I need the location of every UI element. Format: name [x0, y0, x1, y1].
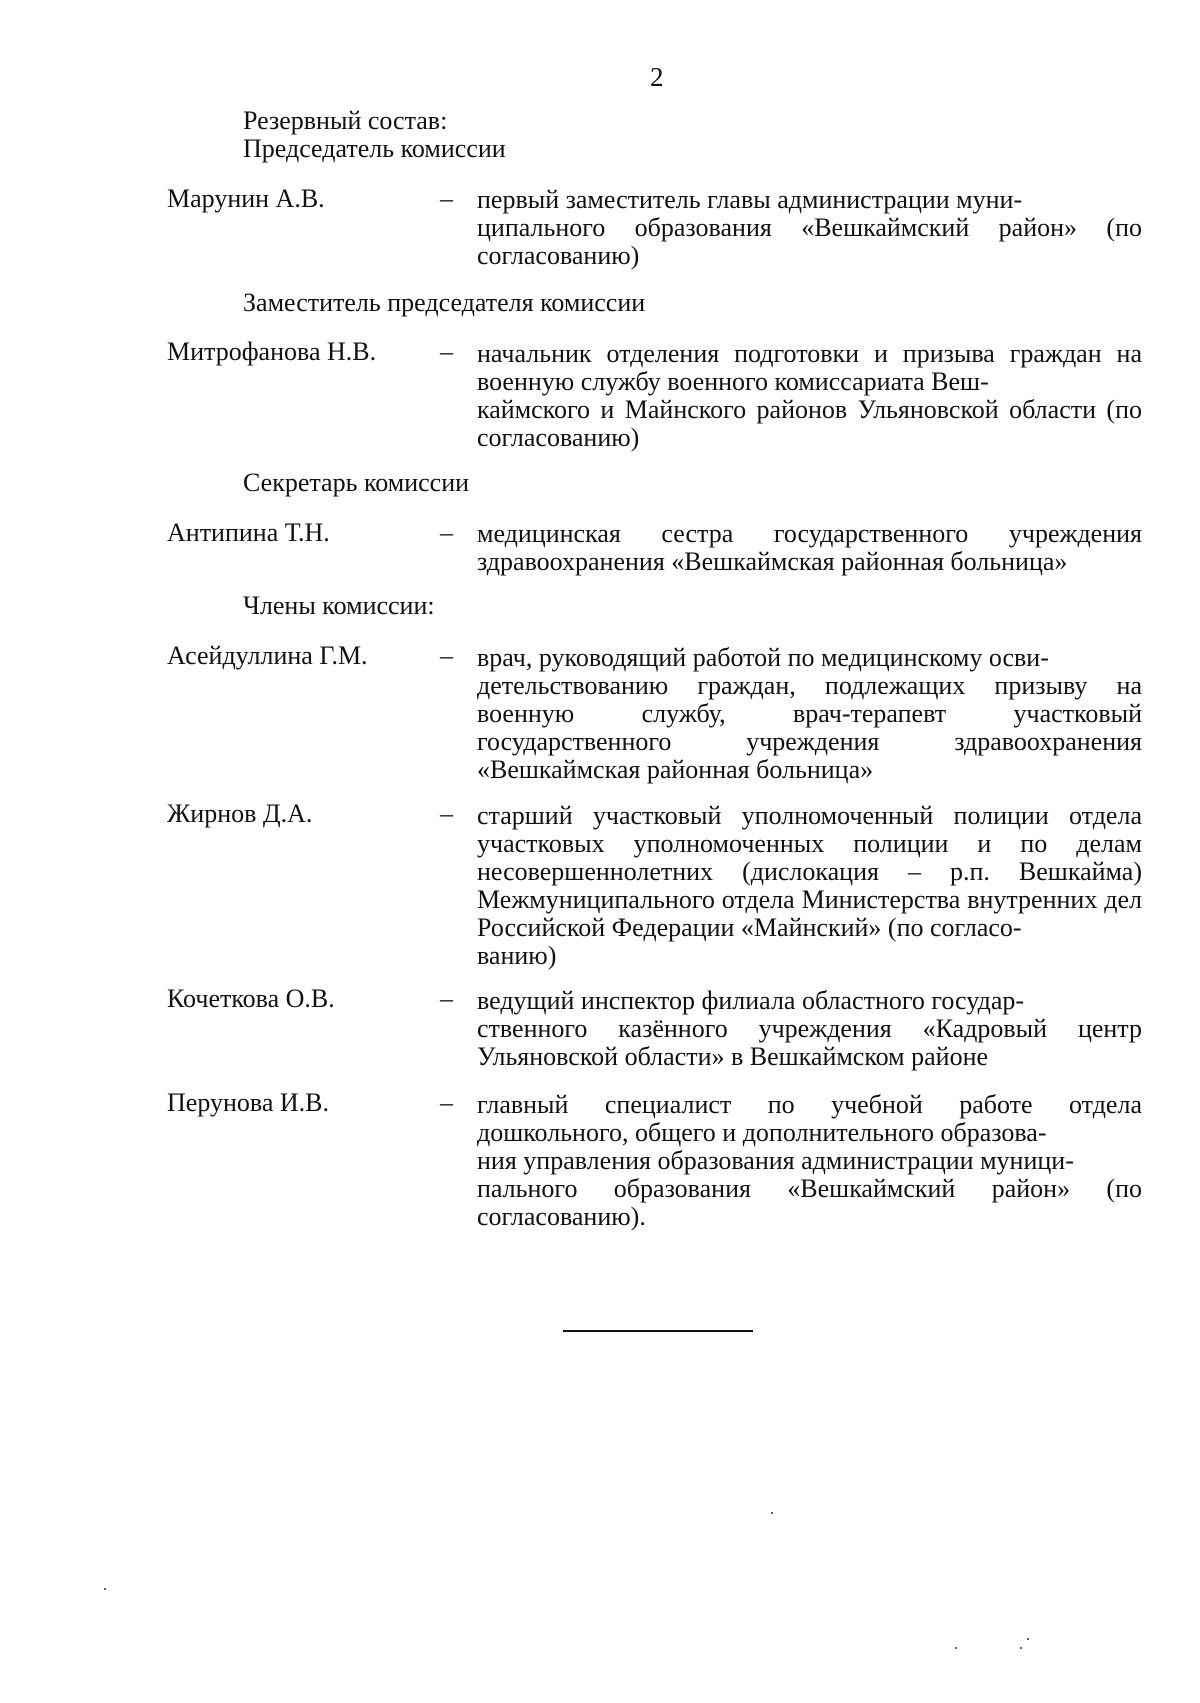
member-name: Кочеткова О.В. [167, 984, 335, 1013]
dash: – [440, 518, 453, 547]
member-name: Асейдуллина Г.М. [167, 641, 368, 670]
members-heading: Члены комиссии: [243, 591, 435, 620]
member-name: Перунова И.В. [167, 1088, 329, 1117]
member-description: главный специалист по учебной работе отдела дошкольного, общего и дополнительного образова- ния управления образования администрации муници- пального образования «Вешкаймский район» (по согласованию). [477, 1090, 1142, 1231]
member-name: Марунин А.В. [167, 184, 325, 213]
scan-speck [1027, 1638, 1029, 1640]
dash: – [440, 337, 453, 366]
member-name: Жирнов Д.А. [167, 799, 313, 828]
member-description: начальник отделения подготовки и призыва граждан на военную службу военного комиссариата Веш- каймского и Майнского районов Ульяновской области (по согласованию) [477, 339, 1142, 452]
member-description: врач, руководящий работой по медицинскому осви- детельствованию граждан, подлежащих призыву на военную службу, врач-терапевт участковый государственного учреждения здравоохранения «Вешкаймская районная больница» [477, 643, 1142, 784]
scan-speck [771, 1512, 773, 1514]
member-description: первый заместитель главы администрации муни- ципального образования «Вешкаймский район» (по согласованию) [477, 185, 1142, 270]
scan-speck [1020, 1647, 1022, 1649]
scan-speck [955, 1647, 957, 1649]
scan-speck [104, 1588, 106, 1590]
closing-rule [563, 1330, 753, 1332]
dash: – [440, 799, 453, 828]
member-name: Митрофанова Н.В. [167, 337, 377, 366]
member-description: старший участковый уполномоченный полиции отдела участковых уполномоченных полиции и по делам несовершеннолетних (дислокация – р.п. Вешкайма) Межмуниципального отдела Министерства внутренних дел Российской Федерации «Майнский» (по согласо- ванию) [477, 801, 1142, 970]
member-description: медицинская сестра государственного учреждения здравоохранения «Вешкаймская районная больница» [477, 519, 1142, 576]
chairman-heading: Председатель комиссии [243, 134, 506, 163]
dash: – [440, 984, 453, 1013]
deputy-heading: Заместитель председателя комиссии [243, 288, 646, 317]
secretary-heading: Секретарь комиссии [243, 468, 470, 497]
page-number: 2 [650, 62, 664, 92]
dash: – [440, 1088, 453, 1117]
member-description: ведущий инспектор филиала областного государ- ственного казённого учреждения «Кадровый центр Ульяновской области» в Вешкаймском районе [477, 986, 1142, 1071]
dash: – [440, 184, 453, 213]
dash: – [440, 641, 453, 670]
member-name: Антипина Т.Н. [167, 518, 330, 547]
reserve-title: Резервный состав: [243, 106, 448, 135]
